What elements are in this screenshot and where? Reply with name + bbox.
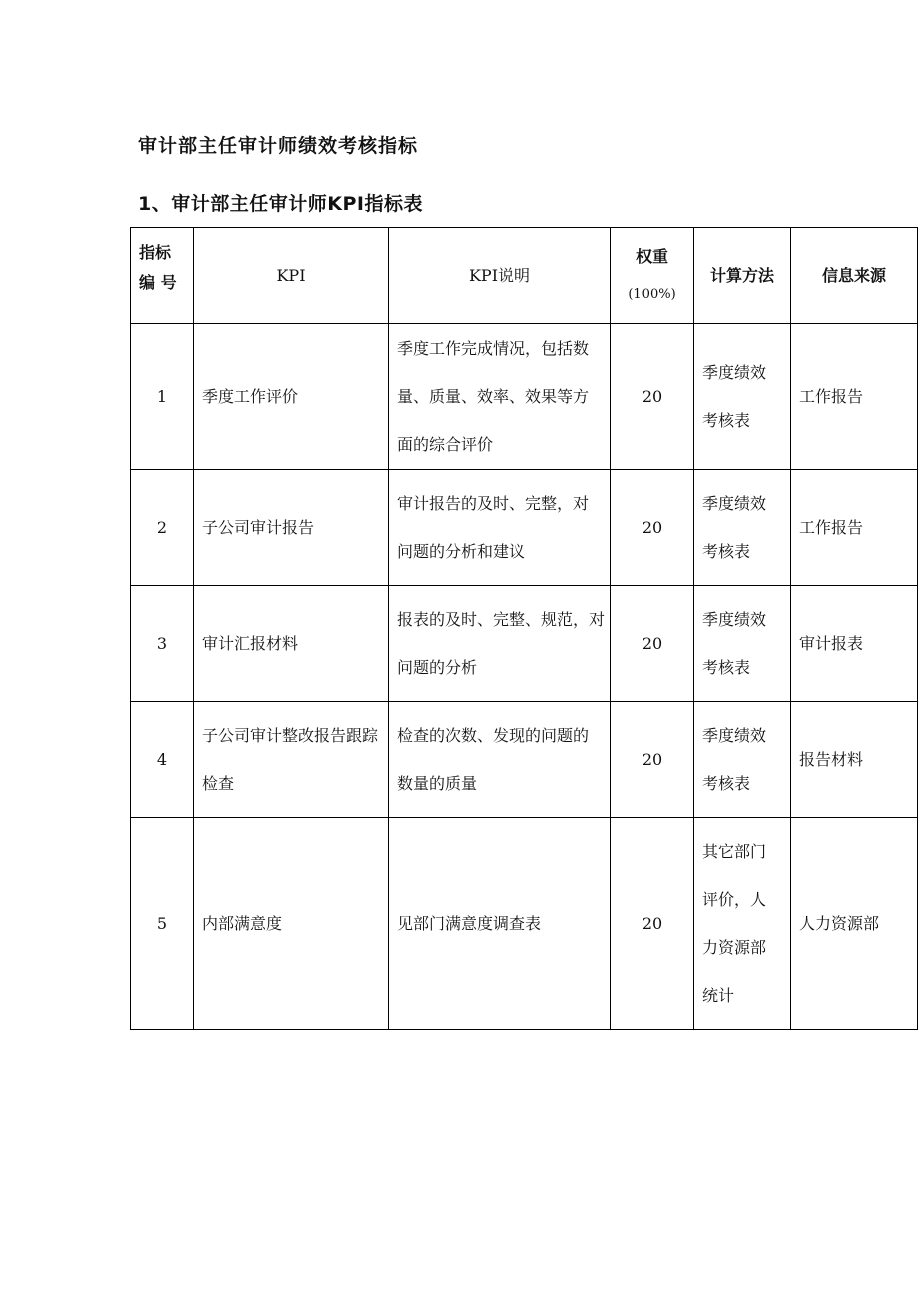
row-source: 报告材料	[791, 702, 918, 818]
row-kpi: 子公司审计报告	[194, 470, 389, 586]
row-id: 3	[131, 586, 194, 702]
header-desc: KPI说明	[389, 228, 611, 324]
document-title: 审计部主任审计师绩效考核指标	[138, 135, 419, 157]
row-kpi: 内部满意度	[194, 818, 389, 1030]
row-weight: 20	[611, 324, 694, 470]
header-source: 信息来源	[791, 228, 918, 324]
table-row	[131, 470, 918, 586]
header-weight	[611, 228, 694, 324]
header-id-line1: 指标	[139, 243, 172, 262]
row-desc: 检查的次数、发现的问题的数量的质量	[389, 702, 611, 818]
row-weight: 20	[611, 702, 694, 818]
header-id-line2: 编 号	[139, 273, 177, 292]
table-row	[131, 702, 918, 818]
row-id: 4	[131, 702, 194, 818]
table-row	[131, 586, 918, 702]
header-weight-line2: (100%)	[628, 286, 676, 302]
row-desc: 报表的及时、完整、规范，对问题的分析	[389, 586, 611, 702]
row-id: 5	[131, 818, 194, 1030]
header-kpi: KPI	[194, 228, 389, 324]
table-row	[131, 818, 918, 1030]
row-method: 季度绩效考核表	[694, 324, 791, 470]
header-id	[131, 228, 194, 324]
row-desc: 季度工作完成情况，包括数量、质量、效率、效果等方面的综合评价	[389, 324, 611, 470]
row-id: 1	[131, 324, 194, 470]
row-method: 季度绩效考核表	[694, 586, 791, 702]
row-method: 季度绩效考核表	[694, 702, 791, 818]
table-caption: 1、审计部主任审计师KPI指标表	[138, 193, 423, 215]
table-header-row	[131, 228, 918, 324]
table-row	[131, 324, 918, 470]
row-kpi: 季度工作评价	[194, 324, 389, 470]
row-kpi: 审计汇报材料	[194, 586, 389, 702]
row-kpi: 子公司审计整改报告跟踪检查	[194, 702, 389, 818]
header-weight-line1: 权重	[635, 246, 668, 266]
row-source: 工作报告	[791, 470, 918, 586]
row-source: 工作报告	[791, 324, 918, 470]
row-method: 季度绩效考核表	[694, 470, 791, 586]
row-desc: 审计报告的及时、完整，对问题的分析和建议	[389, 470, 611, 586]
row-source: 审计报表	[791, 586, 918, 702]
row-method: 其它部门评价，人力资源部统计	[694, 818, 791, 1030]
row-weight: 20	[611, 470, 694, 586]
row-desc: 见部门满意度调查表	[389, 818, 611, 1030]
row-weight: 20	[611, 586, 694, 702]
row-id: 2	[131, 470, 194, 586]
kpi-table	[130, 227, 918, 1030]
row-source: 人力资源部	[791, 818, 918, 1030]
header-method: 计算方法	[694, 228, 791, 324]
row-weight: 20	[611, 818, 694, 1030]
